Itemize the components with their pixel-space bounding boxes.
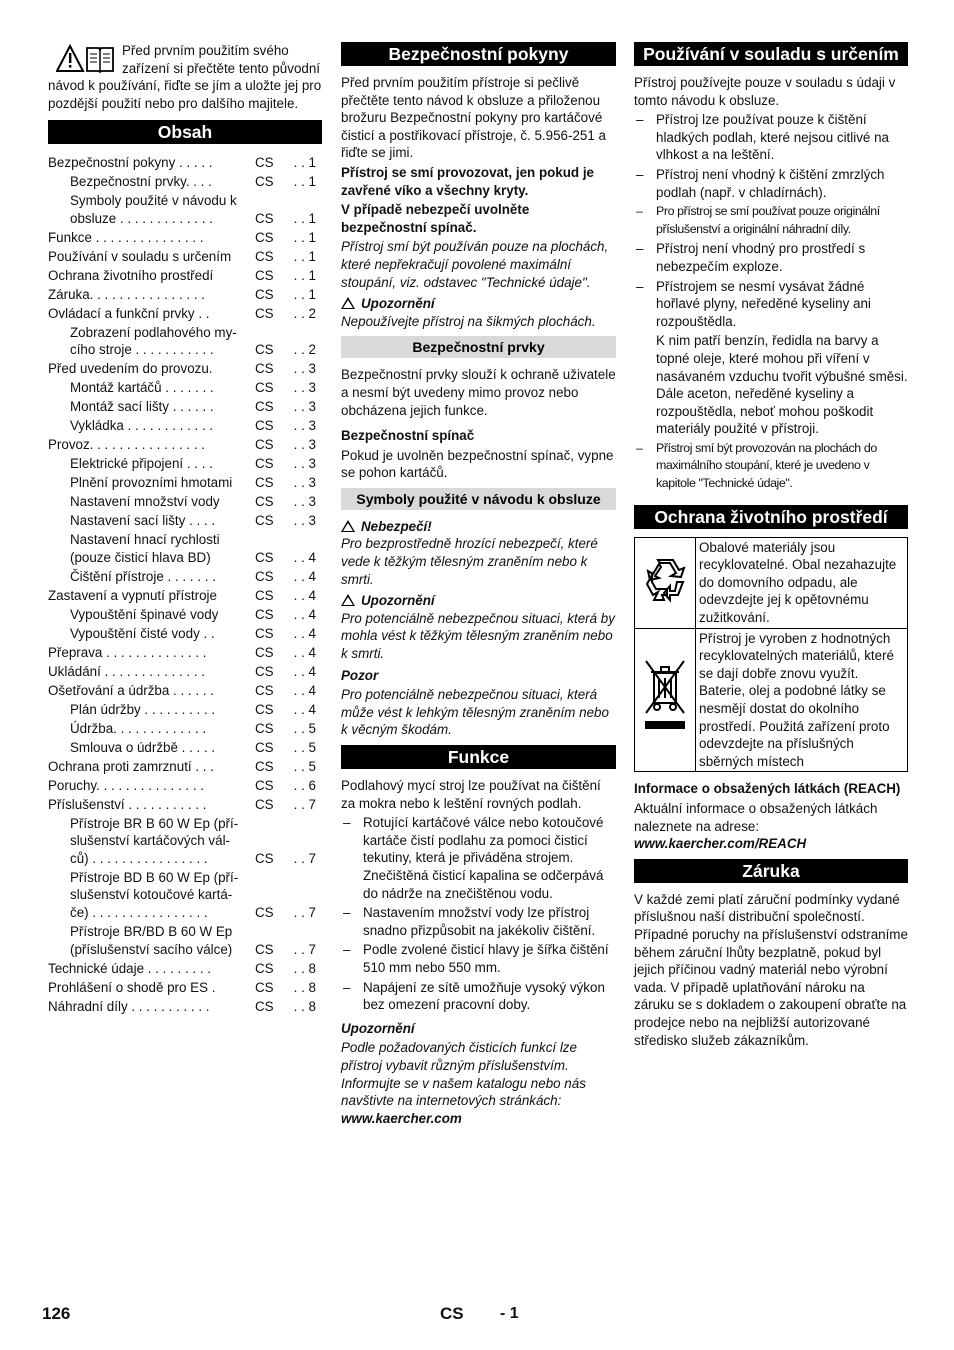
safety-title: Bezpečnostní pokyny <box>341 42 616 66</box>
toc-row[interactable] <box>48 455 322 473</box>
toc-row[interactable] <box>48 286 322 304</box>
toc-entry-page: . . 7 <box>293 850 316 866</box>
toc-entry-label: Bezpečnostní pokyny . . . . . <box>48 155 213 171</box>
toc-entry-lang: CS <box>255 905 274 921</box>
toc-entry-lang: CS <box>255 568 274 584</box>
toc-row[interactable] <box>48 512 322 530</box>
footer-subpage: - 1 <box>500 1305 519 1322</box>
function-note-url[interactable]: www.kaercher.com <box>341 1110 462 1126</box>
function-intro: Podlahový mycí stroj lze používat na čištění za mokra nebo k leštění rovných podlah. <box>341 778 601 811</box>
function-note-text: Podle požadovaných čisticích funkcí lze přístroj vybavit různým příslušenstvím. Informujte se v našem katalogu nebo nás navštivte na internetových stránkách: <box>341 1040 586 1109</box>
toc-entry-lang: CS <box>255 418 274 434</box>
toc-entry-label: Ochrana proti zamrznutí . . . <box>48 758 214 774</box>
toc-entry-page: . . 1 <box>293 229 316 245</box>
toc-entry-page: . . 3 <box>293 475 316 491</box>
environment-table <box>634 537 908 773</box>
crossed-bin-icon <box>635 628 696 772</box>
toc-entry-page: . . 8 <box>293 960 316 976</box>
toc-entry-label: Před uvedením do provozu. <box>48 361 213 377</box>
toc-entry-page: . . 2 <box>293 342 316 358</box>
toc-entry-page: . . 3 <box>293 437 316 453</box>
toc-entry-label: Přístroje BR B 60 W Ep (pří- slušenství kartáčových vál- ců) . . . . . . . . . . . . . . . . <box>70 815 239 866</box>
footer-lang: CS <box>440 1304 464 1323</box>
toc-row[interactable] <box>48 493 322 511</box>
toc-entry-label: Údržba. . . . . . . . . . . . . <box>70 720 207 736</box>
toc-title: Obsah <box>48 120 322 144</box>
toc-entry-page: . . 7 <box>293 905 316 921</box>
toc-entry-lang: CS <box>255 437 274 453</box>
reach-url[interactable]: www.kaercher.com/REACH <box>634 836 807 852</box>
function-title: Funkce <box>341 745 616 769</box>
toc-entry-lang: CS <box>255 494 274 510</box>
caution-label: Upozornění <box>341 592 616 610</box>
toc-entry-lang: CS <box>255 998 274 1014</box>
toc-entry-lang: CS <box>255 720 274 736</box>
danger-text: Pro bezprostředně hrozící nebezpečí, které vede k těžkým tělesným zraněním nebo k smrti. <box>341 536 598 587</box>
toc-entry-page: . . 7 <box>293 941 316 957</box>
toc-entry-lang: CS <box>255 380 274 396</box>
toc-entry-label: Přístroje BD B 60 W Ep (pří- slušenství kotoučové kartá- če) . . . . . . . . . . . . . . . . <box>70 869 239 921</box>
toc-entry-page: . . 8 <box>293 979 316 995</box>
warning-manual-icon <box>56 44 114 74</box>
intended-use-title: Používání v souladu s určením <box>634 42 908 66</box>
toc-row[interactable] <box>48 663 322 681</box>
toc-entry-page: . . 1 <box>293 155 316 171</box>
list-item: – Přístroj není vhodný k čištění zmrzlých podlah (např. v chladírnách). <box>634 166 908 201</box>
toc-row[interactable] <box>48 979 322 997</box>
toc-entry-lang: CS <box>255 248 274 264</box>
toc-entry-label: Prohlášení o shodě pro ES . <box>48 979 216 995</box>
toc-row[interactable] <box>48 960 322 978</box>
intro-block <box>48 42 322 112</box>
toc-row[interactable] <box>48 815 322 868</box>
list-item: – Podle zvolené čisticí hlavy je šířka čištění 510 mm nebo 550 mm. <box>341 941 616 976</box>
toc-entry-label: Záruka. . . . . . . . . . . . . . . . <box>48 286 206 302</box>
toc-row[interactable] <box>48 417 322 435</box>
warning-icon <box>341 297 355 309</box>
toc-entry-page: . . 5 <box>293 739 316 755</box>
toc-entry-label: Ukládání . . . . . . . . . . . . . . <box>48 663 206 679</box>
toc-entry-label: Symboly použité v návodu k obsluze . . . . . . . . . . . . . <box>70 193 237 226</box>
toc-entry-page: . . 6 <box>293 777 316 793</box>
list-item: – Přístroj smí být provozován na plochách do maximálního stoupání, které je uvedeno v kapitole "Technické údaje". <box>634 440 908 493</box>
toc-entry-page: . . 3 <box>293 361 316 377</box>
toc-entry-label: Nastavení sací lišty . . . . <box>70 513 216 529</box>
toc-entry-lang: CS <box>255 342 274 358</box>
toc-entry-label: Poruchy. . . . . . . . . . . . . . . <box>48 777 205 793</box>
toc-entry-lang: CS <box>255 796 274 812</box>
toc-entry-page: . . 3 <box>293 494 316 510</box>
toc-entry-lang: CS <box>255 960 274 976</box>
toc-row[interactable] <box>48 701 322 719</box>
attention-text: Pro potenciálně nebezpečnou situaci, která může vést k lehkým tělesným zraněním nebo k věcným škodám. <box>341 687 609 738</box>
list-item: – Přístroj lze používat pouze k čištění hladkých podlah, které nejsou citlivé na vlhkost a na leštění. <box>634 111 908 164</box>
toc-entry-lang: CS <box>255 644 274 660</box>
toc-entry-label: Ošetřování a údržba . . . . . . <box>48 682 214 698</box>
toc-entry-page: . . 4 <box>293 625 316 641</box>
toc-entry-page: . . 4 <box>293 701 316 717</box>
toc-row[interactable] <box>48 777 322 795</box>
toc-row[interactable] <box>48 625 322 643</box>
toc-entry-label: Provoz. . . . . . . . . . . . . . . . <box>48 437 206 453</box>
toc-row[interactable] <box>48 998 322 1016</box>
toc-entry-lang: CS <box>255 587 274 603</box>
toc-entry-lang: CS <box>255 549 274 565</box>
table-of-contents <box>48 154 322 1015</box>
toc-entry-label: Zobrazení podlahového my- cího stroje . . . . . . . . . . . <box>70 324 237 358</box>
toc-entry-page: . . 1 <box>293 210 316 226</box>
toc-entry-label: Technické údaje . . . . . . . . . <box>48 960 211 976</box>
toc-row[interactable] <box>48 758 322 776</box>
toc-entry-lang: CS <box>255 663 274 679</box>
toc-entry-page: . . 8 <box>293 998 316 1014</box>
safety-intro: Před prvním použitím přístroje si pečlivě přečtěte tento návod k obsluze a přiloženou brožuru Bezpečnostní pokyny pro kartáčové čisticí a postřikovací přístroje, č. 5.956-251 a řiďte se jimi. <box>341 75 606 161</box>
toc-row[interactable] <box>48 192 322 227</box>
toc-entry-page: . . 5 <box>293 720 316 736</box>
page-number: 126 <box>42 1304 71 1323</box>
toc-row[interactable] <box>48 379 322 397</box>
environment-title: Ochrana životního prostředí <box>634 505 908 529</box>
toc-entry-label: Elektrické připojení . . . . <box>70 456 213 472</box>
function-note-label: Upozornění <box>341 1020 415 1036</box>
toc-entry-page: . . 5 <box>293 758 316 774</box>
toc-entry-label: Plnění provozními hmotami <box>70 475 233 491</box>
toc-entry-page: . . 4 <box>293 587 316 603</box>
toc-entry-page: . . 4 <box>293 606 316 622</box>
toc-row[interactable] <box>48 173 322 191</box>
toc-entry-label: Plán údržby . . . . . . . . . . <box>70 701 216 717</box>
toc-entry-label: Vykládka . . . . . . . . . . . . <box>70 418 214 434</box>
column-right <box>634 42 908 1051</box>
toc-entry-page: . . 4 <box>293 682 316 698</box>
intro-text: Před prvním použitím svého zařízení si přečtěte tento původní návod k používání, řiďte se jím a uložte jej pro pozdější použití nebo pro dalšího majitele. <box>48 43 322 111</box>
caution-text: Pro potenciálně nebezpečnou situaci, která by mohla vést k těžkým tělesným zraněním nebo k smrti. <box>341 610 615 662</box>
safety-warning-label: Upozornění <box>341 295 616 313</box>
safety-elements-text: Bezpečnostní prvky slouží k ochraně uživatele a nesmí být uvedeny mimo provoz nebo obcházena jejich funkce. <box>341 367 616 418</box>
toc-entry-lang: CS <box>255 475 274 491</box>
toc-entry-lang: CS <box>255 155 274 171</box>
toc-entry-lang: CS <box>255 979 274 995</box>
toc-entry-page: . . 1 <box>293 267 316 283</box>
warranty-text: V každé zemi platí záruční podmínky vydané příslušnou naší distribuční společností. Případné poruchy na příslušenství odstraníme během záruční lhůty bezplatně, pokud byl jejich příčinou vadný materiál nebo výrobní vada. V případě uplatňování nároku na záruku se s dokladem o zakoupení obraťte na prodejce nebo na nejbližší autorizované středisko služeb zákazníkům. <box>634 891 908 1048</box>
toc-row[interactable] <box>48 587 322 605</box>
toc-entry-label: Přístroje BR/BD B 60 W Ep (příslušenství sacího válce) <box>70 924 233 957</box>
reach-title: Informace o obsažených látkách (REACH) <box>634 781 901 797</box>
toc-entry-lang: CS <box>255 850 274 866</box>
toc-entry-lang: CS <box>255 758 274 774</box>
toc-entry-page: . . 3 <box>293 399 316 415</box>
list-item: – Přístrojem se nesmí vysávat žádné hořlavé plyny, neředěné kyseliny ani rozpouštědla. K nim patří benzín, ředidla na barvy a topné oleje, které mohou při víření v nasávaném vzduchu tvořit výbušné směsi. Dále aceton, neředěné kyseliny a rozpouštědla, neboť mohou poškodit materiály použité v přístroji. <box>634 278 908 438</box>
toc-entry-label: Bezpečnostní prvky. . . . <box>70 174 212 190</box>
toc-entry-page: . . 1 <box>293 286 316 302</box>
toc-entry-lang: CS <box>255 361 274 377</box>
list-item: – Nastavením množství vody lze přístroj snadno přizpůsobit na jakékoliv čištění. <box>341 904 616 939</box>
toc-entry-label: Montáž kartáčů . . . . . . . <box>70 380 214 396</box>
toc-entry-label: Přeprava . . . . . . . . . . . . . . <box>48 644 207 660</box>
warning-icon <box>341 594 355 606</box>
toc-row[interactable] <box>48 474 322 492</box>
toc-row[interactable] <box>48 398 322 416</box>
column-middle <box>341 42 616 1129</box>
toc-entry-page: . . 2 <box>293 305 316 321</box>
toc-entry-page: . . 3 <box>293 456 316 472</box>
safety-danger-note: V případě nebezpečí uvolněte bezpečnostní spínač. <box>341 202 530 235</box>
toc-entry-label: Zastavení a vypnutí přístroje <box>48 587 217 603</box>
toc-row[interactable] <box>48 248 322 266</box>
toc-entry-page: . . 3 <box>293 513 316 529</box>
intended-use-list <box>634 111 908 492</box>
toc-entry-label: Smlouva o údržbě . . . . . <box>70 739 216 755</box>
toc-entry-lang: CS <box>255 174 274 190</box>
toc-entry-label: Používání v souladu s určením <box>48 248 232 264</box>
toc-entry-lang: CS <box>255 682 274 698</box>
toc-row[interactable] <box>48 923 322 958</box>
toc-row[interactable] <box>48 436 322 454</box>
toc-entry-page: . . 4 <box>293 663 316 679</box>
toc-entry-lang: CS <box>255 267 274 283</box>
toc-entry-lang: CS <box>255 229 274 245</box>
toc-entry-lang: CS <box>255 606 274 622</box>
toc-row[interactable] <box>48 606 322 624</box>
toc-entry-label: Vypouštění špinavé vody <box>70 606 219 622</box>
toc-entry-label: Náhradní díly . . . . . . . . . . . <box>48 998 210 1014</box>
toc-entry-page: . . 4 <box>293 644 316 660</box>
toc-entry-page: . . 3 <box>293 380 316 396</box>
safety-slope-note: Přístroj smí být používán pouze na plochách, které nepřekračují povolené maximální stoupání, viz. odstavec "Technické údaje". <box>341 239 609 290</box>
toc-entry-lang: CS <box>255 456 274 472</box>
recycle-icon <box>635 537 696 628</box>
toc-row[interactable] <box>48 644 322 662</box>
flammables-note: K nim patří benzín, ředidla na barvy a topné oleje, které mohou při víření v nasávaném vzduchu tvořit výbušné směsi. Dále aceton, neředěné kyseliny a rozpouštědla, neboť mohou poškodit materiály použité v přístroji. <box>656 333 908 437</box>
toc-row[interactable] <box>48 305 322 323</box>
toc-entry-page: . . 4 <box>293 549 316 565</box>
toc-entry-page: . . 4 <box>293 568 316 584</box>
toc-row[interactable] <box>48 324 322 359</box>
toc-entry-lang: CS <box>255 739 274 755</box>
safety-switch-title: Bezpečnostní spínač <box>341 428 475 444</box>
toc-entry-label: Funkce . . . . . . . . . . . . . . . <box>48 229 204 245</box>
toc-entry-page: . . 1 <box>293 174 316 190</box>
reach-text: Aktuální informace o obsažených látkách naleznete na adrese: <box>634 800 878 834</box>
toc-row[interactable] <box>48 568 322 586</box>
toc-entry-label: Ochrana životního prostředí <box>48 267 214 283</box>
safety-elements-title: Bezpečnostní prvky <box>341 336 616 358</box>
safety-warning-text: Nepoužívejte přístroj na šikmých plochách. <box>341 313 596 329</box>
toc-entry-label: Nastavení množství vody <box>70 494 220 510</box>
danger-label: Nebezpečí! <box>341 518 616 536</box>
disposal-text: Přístroj je vyroben z hodnotných recyklovatelných materiálů, které se dají dobře znovu využít. Baterie, olej a podobné látky se nesmějí dostat do okolního prostředí. Použitá zařízení proto odevzdejte na příslušných sběrných místech <box>696 628 908 772</box>
toc-entry-label: Vypouštění čisté vody . . <box>70 625 215 641</box>
toc-entry-label: Ovládací a funkční prvky . . <box>48 305 210 321</box>
toc-entry-page: . . 1 <box>293 248 316 264</box>
toc-entry-page: . . 7 <box>293 796 316 812</box>
toc-entry-lang: CS <box>255 286 274 302</box>
toc-row[interactable] <box>48 229 322 247</box>
safety-covers-note: Přístroj se smí provozovat, jen pokud je zavřené víko a všechny kryty. <box>341 164 594 198</box>
toc-entry-lang: CS <box>255 513 274 529</box>
intended-use-intro: Přístroj používejte pouze v souladu s údaji v tomto návodu k obsluze. <box>634 75 896 108</box>
toc-row[interactable] <box>48 360 322 378</box>
toc-entry-label: Příslušenství . . . . . . . . . . . <box>48 796 207 812</box>
toc-entry-label: Nastavení hnací rychlosti (pouze čisticí hlava BD) <box>70 532 220 565</box>
attention-label: Pozor <box>341 667 379 683</box>
toc-entry-lang: CS <box>255 941 274 957</box>
list-item: – Napájení ze sítě umožňuje vysoký výkon bez omezení pracovní doby. <box>341 979 616 1014</box>
column-left <box>48 42 322 1017</box>
toc-row[interactable] <box>48 154 322 172</box>
warning-icon <box>341 520 355 532</box>
toc-entry-lang: CS <box>255 777 274 793</box>
toc-entry-page: . . 3 <box>293 418 316 434</box>
toc-row[interactable] <box>48 796 322 814</box>
list-item: – Přístroj není vhodný pro prostředí s nebezpečím exploze. <box>634 240 908 275</box>
toc-row[interactable] <box>48 682 322 700</box>
packaging-text: Obalové materiály jsou recyklovatelné. Obal nezahazujte do domovního odpadu, ale odevzdejte jej k opětovnému zužitkování. <box>696 537 908 628</box>
toc-entry-lang: CS <box>255 399 274 415</box>
toc-entry-lang: CS <box>255 210 274 226</box>
safety-switch-text: Pokud je uvolněn bezpečnostní spínač, vypne se pohon kartáčů. <box>341 447 614 481</box>
toc-entry-lang: CS <box>255 625 274 641</box>
toc-row[interactable] <box>48 531 322 566</box>
toc-row[interactable] <box>48 869 322 922</box>
toc-entry-label: Čištění přístroje . . . . . . . <box>70 568 216 584</box>
toc-row[interactable] <box>48 739 322 757</box>
symbols-title: Symboly použité v návodu k obsluze <box>341 488 616 510</box>
toc-row[interactable] <box>48 267 322 285</box>
function-list <box>341 814 616 1014</box>
toc-row[interactable] <box>48 720 322 738</box>
list-item: – Rotující kartáčové válce nebo kotoučové kartáče čistí podlahu za pomoci čisticí tekutiny, která je přiváděna strojem. Znečištěná čisticí kapalina se odčerpává do nádrže na znečištěnou vodu. <box>341 814 616 902</box>
toc-entry-lang: CS <box>255 305 274 321</box>
toc-entry-lang: CS <box>255 701 274 717</box>
warranty-title: Záruka <box>634 859 908 883</box>
list-item: – Pro přístroj se smí používat pouze originální příslušenství a originální náhradní díly. <box>634 203 908 238</box>
toc-entry-label: Montáž sací lišty . . . . . . <box>70 399 214 415</box>
